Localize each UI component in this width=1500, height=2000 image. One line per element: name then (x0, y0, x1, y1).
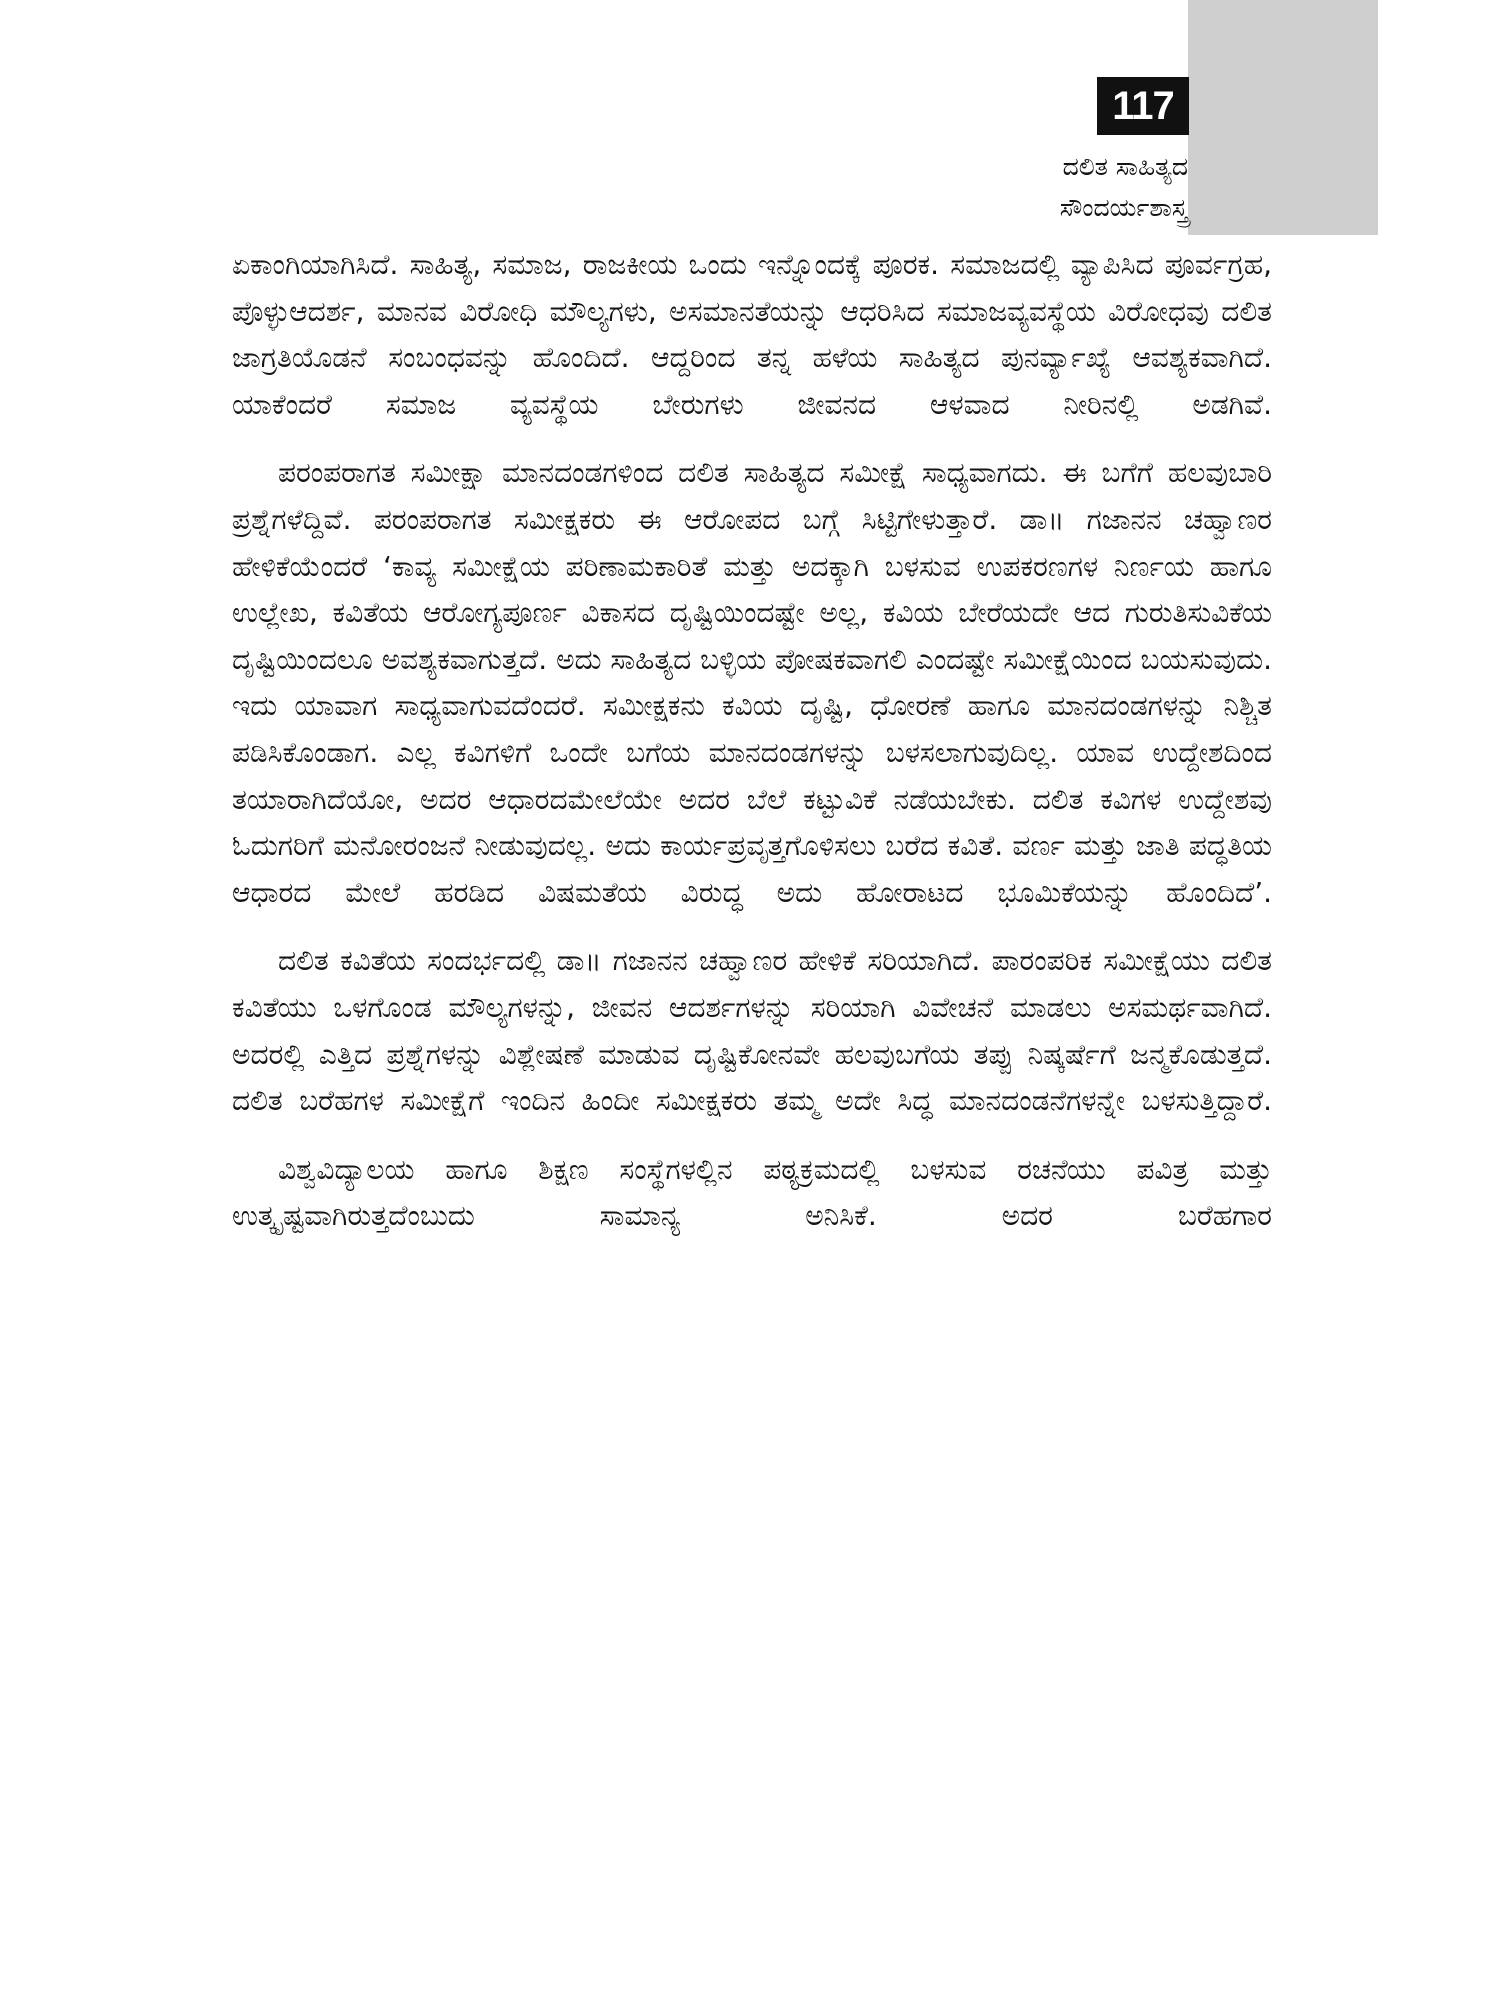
paragraph-1: ಏಕಾಂಗಿಯಾಗಿಸಿದೆ. ಸಾಹಿತ್ಯ, ಸಮಾಜ, ರಾಜಕೀಯ ಒಂದು ಇನ್ನೊಂದಕ್ಕೆ ಪೂರಕ. ಸಮಾಜದಲ್ಲಿ ವ್ಯಾಪಿಸಿದ ಪೂರ್ವಗ್ರಹ, ಪೊಳ್ಳುಆದರ್ಶ, ಮಾನವ ವಿರೋಧಿ ಮೌಲ್ಯಗಳು, ಅಸಮಾನತೆಯನ್ನು ಆಧರಿಸಿದ ಸಮಾಜವ್ಯವಸ್ಥೆಯ ವಿರೋಧವು ದಲಿತ ಜಾಗ್ರತಿಯೊಡನೆ ಸಂಬಂಧವನ್ನು ಹೊಂದಿದೆ. ಆದ್ದರಿಂದ ತನ್ನ ಹಳೆಯ ಸಾಹಿತ್ಯದ ಪುನರ್ವ್ಯಾಖ್ಯೆ ಆವಶ್ಯಕವಾಗಿದೆ. ಯಾಕೆಂದರೆ ಸಮಾಜ ವ್ಯವಸ್ಥೆಯ ಬೇರುಗಳು ಜೀವನದ ಆಳವಾದ ನೀರಿನಲ್ಲಿ ಅಡಗಿವೆ. (232, 248, 1272, 421)
corner-shading (1188, 0, 1378, 235)
paragraph-3: ದಲಿತ ಕವಿತೆಯ ಸಂದರ್ಭದಲ್ಲಿ ಡಾ॥ ಗಜಾನನ ಚಹ್ವಾಣರ ಹೇಳಿಕೆ ಸರಿಯಾಗಿದೆ. ಪಾರಂಪರಿಕ ಸಮೀಕ್ಷೆಯು ದಲಿತ ಕವಿತೆಯು ಒಳಗೊಂಡ ಮೌಲ್ಯಗಳನ್ನು, ಜೀವನ ಆದರ್ಶಗಳನ್ನು ಸರಿಯಾಗಿ ವಿವೇಚನೆ ಮಾಡಲು ಅಸಮರ್ಥವಾಗಿದೆ. ಅದರಲ್ಲಿ ಎತ್ತಿದ ಪ್ರಶ್ನೆಗಳನ್ನು ವಿಶ್ಲೇಷಣೆ ಮಾಡುವ ದೃಷ್ಟಿಕೋನವೇ ಹಲವುಬಗೆಯ ತಪ್ಪು ನಿಷ್ಕರ್ಷೆಗೆ ಜನ್ಮಕೊಡುತ್ತದೆ. ದಲಿತ ಬರೆಹಗಳ ಸಮೀಕ್ಷೆಗೆ ಇಂದಿನ ಹಿಂದೀ ಸಮೀಕ್ಷಕರು ತಮ್ಮ ಅದೇ ಸಿದ್ಧ ಮಾನದಂಡನೆಗಳನ್ನೇ ಬಳಸುತ್ತಿದ್ದಾರೆ. (232, 944, 1272, 1118)
paragraph-4: ವಿಶ್ವವಿದ್ಯಾಲಯ ಹಾಗೂ ಶಿಕ್ಷಣ ಸಂಸ್ಥೆಗಳಲ್ಲಿನ ಪಠ್ಯಕ್ರಮದಲ್ಲಿ ಬಳಸುವ ರಚನೆಯು ಪವಿತ್ರ ಮತ್ತು ಉತ್ಕೃಷ್ಟವಾಗಿರುತ್ತದೆಂಬುದು ಸಾಮಾನ್ಯ ಅನಿಸಿಕೆ. ಅದರ ಬರೆಹಗಾರ (232, 1152, 1272, 1233)
running-title-line2: ಸೌಂದರ್ಯಶಾಸ್ತ್ರ (1059, 193, 1188, 222)
paragraph-2: ಪರಂಪರಾಗತ ಸಮೀಕ್ಷಾ ಮಾನದಂಡಗಳಿಂದ ದಲಿತ ಸಾಹಿತ್ಯದ ಸಮೀಕ್ಷೆ ಸಾಧ್ಯವಾಗದು. ಈ ಬಗೆಗೆ ಹಲವುಬಾರಿ ಪ್ರಶ್ನೆಗಳೆದ್ದಿವೆ. ಪರಂಪರಾಗತ ಸಮೀಕ್ಷಕರು ಈ ಆರೋಪದ ಬಗ್ಗೆ ಸಿಟ್ಟಿಗೇಳುತ್ತಾರೆ. ಡಾ॥ ಗಜಾನನ ಚಹ್ವಾಣರ ಹೇಳಿಕೆಯೆಂದರೆ ‘ಕಾವ್ಯ ಸಮೀಕ್ಷೆಯ ಪರಿಣಾಮಕಾರಿತೆ ಮತ್ತು ಅದಕ್ಕಾಗಿ ಬಳಸುವ ಉಪಕರಣಗಳ ನಿರ್ಣಯ ಹಾಗೂ ಉಲ್ಲೇಖ, ಕವಿತೆಯ ಆರೋಗ್ಯಪೂರ್ಣ ವಿಕಾಸದ ದೃಷ್ಟಿಯಿಂದಷ್ಟೇ ಅಲ್ಲ, ಕವಿಯ ಬೇರೆಯದೇ ಆದ ಗುರುತಿಸುವಿಕೆಯ ದೃಷ್ಟಿಯಿಂದಲೂ ಅವಶ್ಯಕವಾಗುತ್ತದೆ. ಅದು ಸಾಹಿತ್ಯದ ಬಳ್ಳಿಯ ಪೋಷಕವಾಗಲಿ ಎಂದಷ್ಟೇ ಸಮೀಕ್ಷೆಯಿಂದ ಬಯಸುವುದು. ಇದು ಯಾವಾಗ ಸಾಧ್ಯವಾಗುವದೆಂದರೆ. ಸಮೀಕ್ಷಕನು ಕವಿಯ ದೃಷ್ಟಿ, ಧೋರಣೆ ಹಾಗೂ ಮಾನದಂಡಗಳನ್ನು ನಿಶ್ಚಿತ ಪಡಿಸಿಕೊಂಡಾಗ. ಎಲ್ಲ ಕವಿಗಳಿಗೆ ಒಂದೇ ಬಗೆಯ ಮಾನದಂಡಗಳನ್ನು ಬಳಸಲಾಗುವುದಿಲ್ಲ. ಯಾವ ಉದ್ದೇಶದಿಂದ ತಯಾರಾಗಿದೆಯೋ, ಅದರ ಆಧಾರದಮೇಲೆಯೇ ಅದರ ಬೆಲೆ ಕಟ್ಟುವಿಕೆ ನಡೆಯಬೇಕು. ದಲಿತ ಕವಿಗಳ ಉದ್ದೇಶವು ಓದುಗರಿಗೆ ಮನೋರಂಜನೆ ನೀಡುವುದಲ್ಲ. ಅದು ಕಾರ್ಯಪ್ರವೃತ್ತಗೊಳಿಸಲು ಬರೆದ ಕವಿತೆ. ವರ್ಣ ಮತ್ತು ಜಾತಿ ಪದ್ಧತಿಯ ಆಧಾರದ ಮೇಲೆ ಹರಡಿದ ವಿಷಮತೆಯ ವಿರುದ್ಧ ಅದು ಹೋರಾಟದ ಭೂಮಿಕೆಯನ್ನು ಹೊಂದಿದೆ’. (232, 456, 1272, 909)
running-header (1060, 146, 1188, 228)
page-number: 117 (1097, 77, 1189, 135)
running-title-line1: ದಲಿತ ಸಾಹಿತ್ಯದ (1062, 152, 1188, 181)
body-text (232, 242, 1272, 1262)
